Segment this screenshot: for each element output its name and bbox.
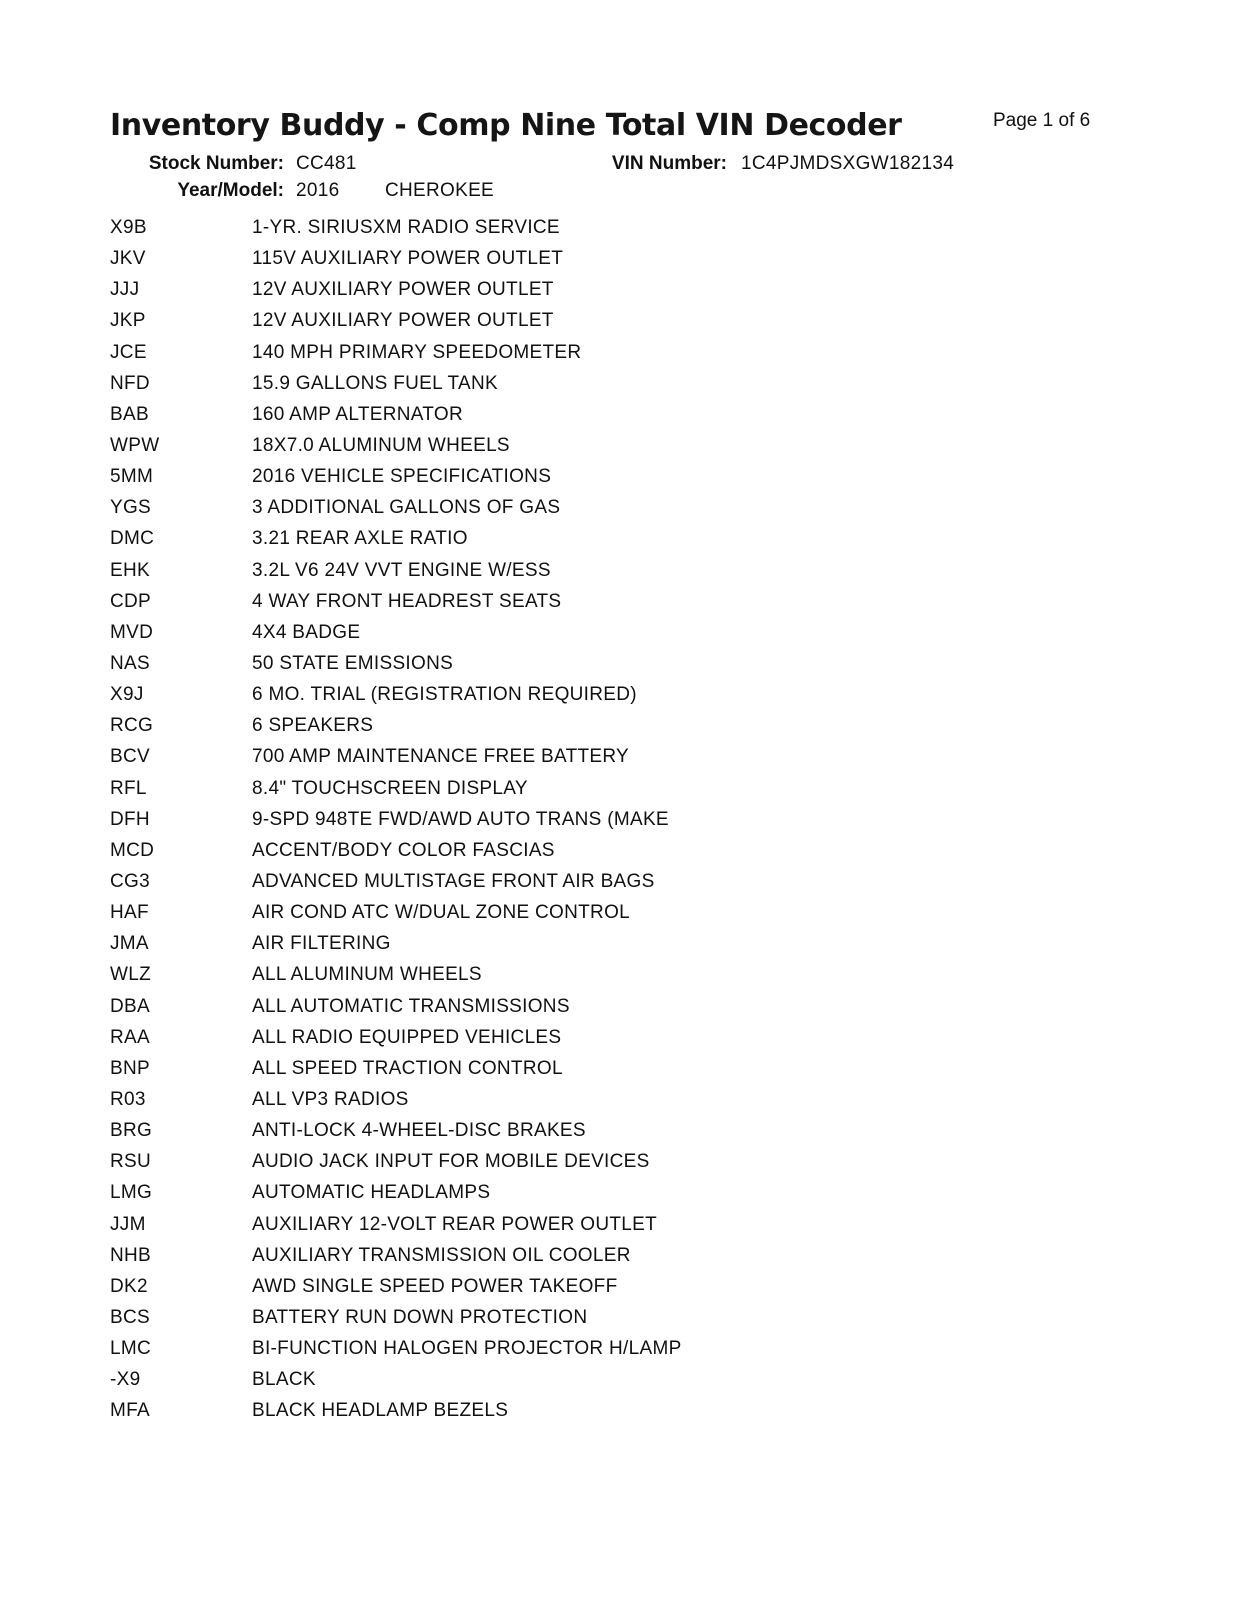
option-description: BI-FUNCTION HALOGEN PROJECTOR H/LAMP bbox=[252, 1338, 682, 1360]
option-description: 12V AUXILIARY POWER OUTLET bbox=[252, 279, 554, 301]
option-row bbox=[0, 1245, 1236, 1276]
option-code: NHB bbox=[110, 1244, 152, 1266]
option-description: 4X4 BADGE bbox=[252, 621, 361, 643]
option-row bbox=[0, 217, 1236, 248]
option-row bbox=[0, 622, 1236, 653]
option-row bbox=[0, 1214, 1236, 1245]
year-model-label: Year/Model: bbox=[177, 180, 284, 201]
option-row bbox=[0, 1120, 1236, 1151]
option-description: 6 SPEAKERS bbox=[252, 715, 374, 737]
option-row bbox=[0, 342, 1236, 373]
option-row bbox=[0, 1182, 1236, 1213]
option-row bbox=[0, 840, 1236, 871]
option-description: ALL AUTOMATIC TRANSMISSIONS bbox=[252, 995, 570, 1017]
option-description: 18X7.0 ALUMINUM WHEELS bbox=[252, 434, 510, 456]
option-description: 4 WAY FRONT HEADREST SEATS bbox=[252, 590, 562, 612]
option-code: WLZ bbox=[110, 964, 152, 986]
option-row bbox=[0, 653, 1236, 684]
option-description: BLACK bbox=[252, 1369, 316, 1391]
option-description: 15.9 GALLONS FUEL TANK bbox=[252, 372, 498, 394]
option-code: X9J bbox=[110, 684, 144, 706]
option-code: EHK bbox=[110, 559, 150, 581]
option-description: AUTOMATIC HEADLAMPS bbox=[252, 1182, 491, 1204]
option-code: X9B bbox=[110, 217, 147, 238]
vin-number-label-box bbox=[0, 153, 727, 177]
option-code-list bbox=[0, 217, 1236, 1431]
option-row bbox=[0, 466, 1236, 497]
option-description: AIR COND ATC W/DUAL ZONE CONTROL bbox=[252, 902, 631, 924]
option-code: JCE bbox=[110, 341, 147, 363]
option-code: LMC bbox=[110, 1338, 152, 1360]
option-code: BCV bbox=[110, 746, 150, 768]
option-row bbox=[0, 1338, 1236, 1369]
option-code: BCS bbox=[110, 1306, 150, 1328]
option-row bbox=[0, 248, 1236, 279]
year-model-label-box bbox=[0, 180, 284, 204]
option-code: CG3 bbox=[110, 870, 150, 892]
option-code: RFL bbox=[110, 777, 147, 799]
option-code: JJJ bbox=[110, 279, 140, 301]
option-row bbox=[0, 1058, 1236, 1089]
option-code: LMG bbox=[110, 1182, 153, 1204]
option-row bbox=[0, 933, 1236, 964]
option-row bbox=[0, 1151, 1236, 1182]
option-row bbox=[0, 902, 1236, 933]
option-code: -X9 bbox=[110, 1369, 141, 1391]
option-code: BAB bbox=[110, 403, 149, 425]
option-description: ALL VP3 RADIOS bbox=[252, 1088, 409, 1110]
option-code: DK2 bbox=[110, 1275, 148, 1297]
option-description: 12V AUXILIARY POWER OUTLET bbox=[252, 310, 554, 332]
option-description: 6 MO. TRIAL (REGISTRATION REQUIRED) bbox=[252, 684, 637, 706]
option-description: 3 ADDITIONAL GALLONS OF GAS bbox=[252, 497, 561, 519]
option-description: ADVANCED MULTISTAGE FRONT AIR BAGS bbox=[252, 870, 655, 892]
option-description: 700 AMP MAINTENANCE FREE BATTERY bbox=[252, 746, 630, 768]
option-description: ALL RADIO EQUIPPED VEHICLES bbox=[252, 1026, 562, 1048]
option-code: MCD bbox=[110, 839, 155, 861]
option-code: JKP bbox=[110, 310, 146, 332]
option-description: AIR FILTERING bbox=[252, 933, 391, 955]
option-code: 5MM bbox=[110, 466, 154, 488]
option-code: JKV bbox=[110, 248, 146, 270]
option-row bbox=[0, 528, 1236, 559]
option-row bbox=[0, 373, 1236, 404]
option-code: RCG bbox=[110, 715, 154, 737]
option-row bbox=[0, 1400, 1236, 1431]
option-row bbox=[0, 1276, 1236, 1307]
option-description: 3.21 REAR AXLE RATIO bbox=[252, 528, 468, 550]
option-description: 2016 VEHICLE SPECIFICATIONS bbox=[252, 466, 552, 488]
option-code: CDP bbox=[110, 590, 152, 612]
option-code: R03 bbox=[110, 1088, 146, 1110]
option-description: AWD SINGLE SPEED POWER TAKEOFF bbox=[252, 1275, 618, 1297]
option-code: DBA bbox=[110, 995, 150, 1017]
model-value: CHEROKEE bbox=[385, 180, 495, 201]
option-row bbox=[0, 778, 1236, 809]
option-row bbox=[0, 809, 1236, 840]
option-description: AUDIO JACK INPUT FOR MOBILE DEVICES bbox=[252, 1151, 650, 1173]
option-code: WPW bbox=[110, 434, 160, 456]
option-row bbox=[0, 1307, 1236, 1338]
year-value: 2016 bbox=[296, 180, 340, 201]
option-row bbox=[0, 404, 1236, 435]
option-code: NAS bbox=[110, 652, 150, 674]
option-row bbox=[0, 871, 1236, 902]
option-description: 1-YR. SIRIUSXM RADIO SERVICE bbox=[252, 217, 560, 238]
option-description: 50 STATE EMISSIONS bbox=[252, 652, 454, 674]
option-description: 160 AMP ALTERNATOR bbox=[252, 403, 463, 425]
option-code: JJM bbox=[110, 1213, 146, 1235]
option-row bbox=[0, 1089, 1236, 1120]
option-code: BRG bbox=[110, 1120, 153, 1142]
option-code: RAA bbox=[110, 1026, 150, 1048]
option-description: 140 MPH PRIMARY SPEEDOMETER bbox=[252, 341, 582, 363]
option-row bbox=[0, 684, 1236, 715]
option-row bbox=[0, 1027, 1236, 1058]
option-row bbox=[0, 715, 1236, 746]
stock-number-label: Stock Number: bbox=[148, 153, 284, 174]
option-description: ALL SPEED TRACTION CONTROL bbox=[252, 1057, 563, 1079]
option-code: RSU bbox=[110, 1151, 152, 1173]
option-description: 8.4" TOUCHSCREEN DISPLAY bbox=[252, 777, 528, 799]
vin-number-value: 1C4PJMDSXGW182134 bbox=[741, 153, 955, 174]
option-code: YGS bbox=[110, 497, 152, 519]
option-row bbox=[0, 591, 1236, 622]
option-code: HAF bbox=[110, 902, 149, 924]
option-description: 9-SPD 948TE FWD/AWD AUTO TRANS (MAKE bbox=[252, 808, 669, 830]
option-description: AUXILIARY TRANSMISSION OIL COOLER bbox=[252, 1244, 631, 1266]
option-code: BNP bbox=[110, 1057, 150, 1079]
option-code: NFD bbox=[110, 372, 150, 394]
option-row bbox=[0, 560, 1236, 591]
option-description: 3.2L V6 24V VVT ENGINE W/ESS bbox=[252, 559, 551, 581]
option-row bbox=[0, 497, 1236, 528]
option-code: DMC bbox=[110, 528, 155, 550]
stock-number-value: CC481 bbox=[296, 153, 357, 174]
option-row bbox=[0, 279, 1236, 310]
option-description: BATTERY RUN DOWN PROTECTION bbox=[252, 1306, 588, 1328]
vin-number-label: VIN Number: bbox=[611, 153, 727, 174]
option-description: ALL ALUMINUM WHEELS bbox=[252, 964, 482, 986]
option-description: AUXILIARY 12-VOLT REAR POWER OUTLET bbox=[252, 1213, 658, 1235]
option-row bbox=[0, 1369, 1236, 1400]
option-code: MVD bbox=[110, 621, 154, 643]
page-indicator: Page 1 of 6 bbox=[993, 110, 1091, 131]
option-code: DFH bbox=[110, 808, 150, 830]
option-code: MFA bbox=[110, 1400, 150, 1422]
option-row bbox=[0, 996, 1236, 1027]
option-row bbox=[0, 310, 1236, 341]
option-row bbox=[0, 435, 1236, 466]
option-row bbox=[0, 964, 1236, 995]
option-row bbox=[0, 746, 1236, 777]
option-code: JMA bbox=[110, 933, 149, 955]
option-description: ANTI-LOCK 4-WHEEL-DISC BRAKES bbox=[252, 1120, 586, 1142]
option-description: BLACK HEADLAMP BEZELS bbox=[252, 1400, 509, 1422]
option-description: ACCENT/BODY COLOR FASCIAS bbox=[252, 839, 555, 861]
option-description: 115V AUXILIARY POWER OUTLET bbox=[252, 248, 564, 270]
report-title: Inventory Buddy - Comp Nine Total VIN Decoder bbox=[110, 108, 902, 143]
